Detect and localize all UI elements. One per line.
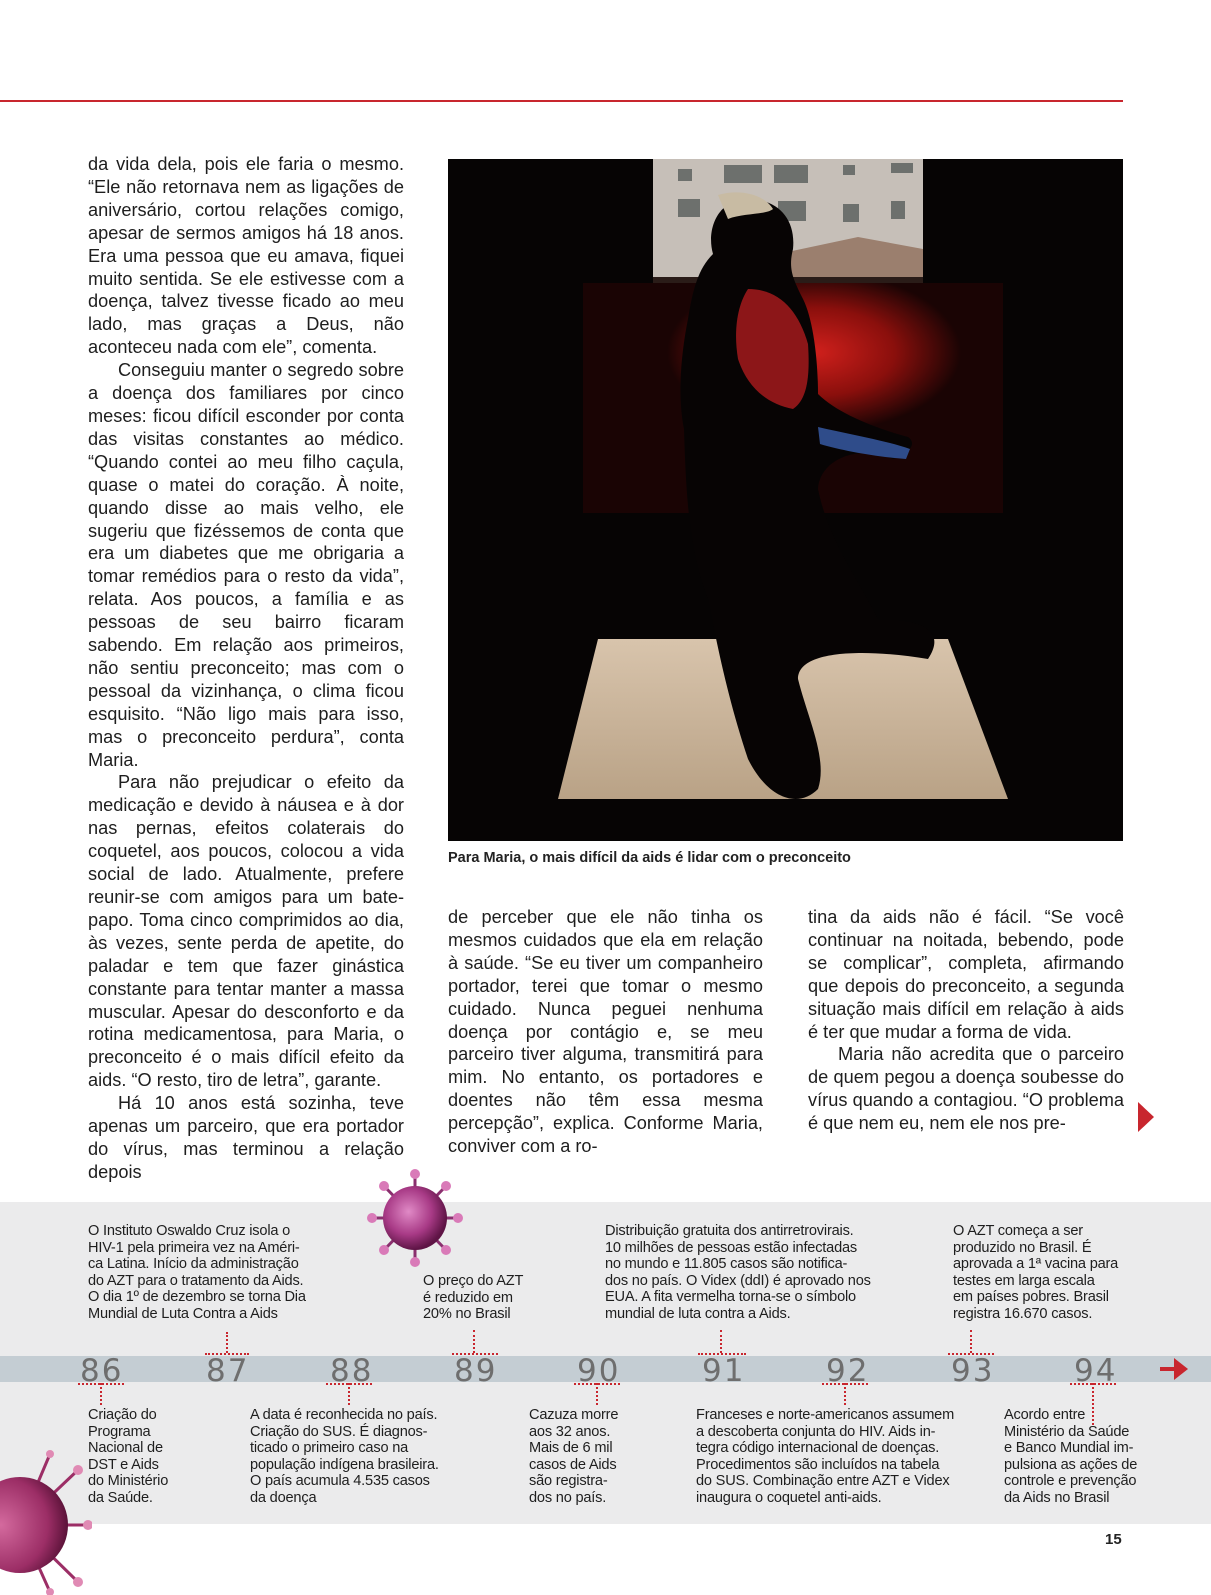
event-line: EUA. A fita vermelha torna-se o símbolo [605,1289,856,1306]
paragraph: de perceber que ele não tinha os mesmos cuidados que ela em relação à saúde. “Se eu tiver um companheiro portador, terei que tomar o mesmo cuidado. Nunca peguei nenhuma doença por contágio e, se meu parceiro tiver alguma, transmitirá para mim. No entanto, os portadores e doentes não têm essa mesma percepção”, explica. Conforme Maria, conviver com a ro- [448,907,763,1157]
timeline-event [88,1223,338,1323]
event-line: no mundo e 11.805 casos são notifica- [605,1256,848,1273]
event-line: do AZT para o tratamento da Aids. [88,1272,304,1289]
year-label: 86 [80,1353,124,1389]
event-line: são registra- [529,1473,608,1490]
event-line: é reduzido em [423,1289,513,1306]
event-line: Acordo entre [1004,1407,1086,1423]
event-line: registra 16.670 casos. [953,1305,1093,1322]
connector [698,1353,746,1355]
event-line: O dia 1º de dezembro se torna Dia [88,1289,306,1306]
event-line: Ministério da Saúde [1004,1423,1130,1440]
event-line: HIV-1 pela primeira vez na Améri- [88,1239,300,1256]
timeline-event [696,1407,976,1507]
event-line: Franceses e norte-americanos assumem [696,1407,955,1423]
event-line: O AZT começa a ser [953,1223,1083,1239]
year-label: 87 [206,1353,250,1389]
timeline-event [953,1223,1153,1323]
article-column-middle [448,906,763,1158]
event-line: controle e prevenção [1004,1473,1137,1490]
event-line: e Banco Mundial im- [1004,1440,1134,1457]
connector [100,1383,102,1405]
timeline-event [250,1407,480,1507]
event-line: inaugura o coquetel anti-aids. [696,1489,882,1506]
photo-illustration [448,159,1123,841]
event-line: da Aids no Brasil [1004,1489,1110,1506]
event-line: O Instituto Oswaldo Cruz isola o [88,1223,291,1239]
event-line: A data é reconhecida no país. [250,1407,438,1423]
year-label: 91 [702,1353,746,1389]
event-line: aos 32 anos. [529,1423,611,1440]
event-line: aprovada a 1ª vacina para [953,1256,1119,1273]
event-line: O país acumula 4.535 casos [250,1473,430,1490]
paragraph: Conseguiu manter o segredo sobre a doença dos familiares por cinco meses: ficou difícil esconder por conta das visitas constantes ao médico. “Quando contei ao meu filho caçula, quase o matei do coração. À noite, quando disse ao mais velho, ele sugeriu que fizéssemos de conta que era um diabetes que me obrigaria a tomar remédios para o resto da vida”, relata. Aos poucos, a família e as pessoas de seu bairro ficaram sabendo. Em relação aos primeiros, não sentiu preconceito; mas com o pessoal da vizinhança, o clima ficou esquisito. “Não ligo mais para isso, mas o preconceito perdura”, conta Maria. [88,360,404,770]
triangle-right-icon [1138,1102,1154,1132]
event-line: tegra código internacional de doenças. [696,1440,940,1457]
event-line: testes em larga escala [953,1272,1095,1289]
connector [948,1353,994,1355]
event-line: Mundial de Luta Contra a Aids [88,1305,278,1322]
event-line: dos no país. O Videx (ddI) é aprovado nos [605,1272,871,1289]
event-line: DST e Aids [88,1456,159,1473]
virus-icon [360,1168,470,1268]
year-label: 94 [1074,1353,1118,1389]
event-line: Procedimentos são incluídos na tabela [696,1456,940,1473]
event-line: em países pobres. Brasil [953,1289,1109,1306]
event-line: 10 milhões de pessoas estão infectadas [605,1239,858,1256]
article-photo [448,159,1123,841]
year-label: 89 [454,1353,498,1389]
event-line: 20% no Brasil [423,1306,511,1323]
year-label: 93 [951,1353,995,1389]
timeline-event [605,1223,895,1323]
photo-caption: Para Maria, o mais difícil da aids é lidar com o preconceito [448,850,851,866]
paragraph: Há 10 anos está sozinha, teve apenas um parceiro, que era portador do vírus, mas terminou a relação depois [88,1093,404,1182]
event-line: da Saúde. [88,1489,153,1506]
connector [720,1330,722,1353]
header-rule [0,100,1123,102]
connector [473,1330,475,1353]
connector [970,1330,972,1353]
event-line: Criação do [88,1407,157,1423]
paragraph: tina da aids não é fácil. “Se você continuar na noitada, bebendo, pode se complicar”, completa, afirmando que depois do preconceito, a segunda situação mais difícil em relação à aids é ter que mudar a forma de vida. [808,907,1124,1042]
event-line: Distribuição gratuita dos antirretrovirais. [605,1223,854,1239]
event-line: ca Latina. Início da administração [88,1256,299,1273]
connector [844,1383,846,1405]
event-line: casos de Aids [529,1456,617,1473]
event-line: população indígena brasileira. [250,1456,439,1473]
event-line: pulsiona as ações de [1004,1456,1138,1473]
page-number: 15 [1105,1531,1122,1548]
connector [452,1353,498,1355]
event-line: do Ministério [88,1473,169,1490]
event-line: do SUS. Combinação entre AZT e Videx [696,1473,950,1490]
event-line: mundial de luta contra a Aids. [605,1305,791,1322]
year-label: 90 [577,1353,621,1389]
event-line: a descoberta conjunta do HIV. Aids in- [696,1423,936,1440]
event-line: O preço do AZT [423,1273,524,1289]
event-line: da doença [250,1489,317,1506]
event-line: produzido no Brasil. É [953,1239,1092,1256]
event-line: dos no país. [529,1489,607,1506]
event-line: Criação do SUS. É diagnos- [250,1423,428,1440]
article-column-right [808,906,1124,1135]
connector [348,1383,350,1405]
timeline-event [88,1407,218,1507]
event-line: Nacional de [88,1440,163,1457]
event-line: ticado o primeiro caso na [250,1440,409,1457]
year-label: 92 [826,1353,870,1389]
paragraph: Para não prejudicar o efeito da medicação e devido à náusea e à dor nas pernas, efeitos colaterais do coquetel, aos poucos, colocou a vida social de lado. Atualmente, prefere reunir-se com amigos para um bate-papo. Toma cinco comprimidos ao dia, às vezes, sente perda de apetite, do paladar e tem que fazer ginástica constante para tentar manter a massa muscular. Apesar do desconforto e da rotina medicamentosa, para Maria, o preconceito é o mais difícil efeito da aids. “O resto, tiro de letra”, garante. [88,772,404,1091]
connector [596,1383,598,1405]
virus-icon [0,1450,92,1595]
event-line: Cazuza morre [529,1407,619,1423]
connector [226,1332,228,1353]
event-line: Mais de 6 mil [529,1440,613,1457]
article-column-left [88,153,404,1184]
paragraph: da vida dela, pois ele faria o mesmo. “Ele não retornava nem as ligações de aniversário, cortou relações comigo, apesar de sermos amigos há 18 anos. Era uma pessoa que eu amava, fiquei muito sentida. Se ele estivesse com a doença, talvez tivesse ficado ao meu lado, mas graças a Deus, não aconteceu nada com ele”, comenta. [88,154,404,358]
connector [205,1353,249,1355]
timeline-event [529,1407,649,1507]
paragraph: Maria não acredita que o parceiro de quem pegou a doença soubesse do vírus quando a contagiou. “O problema é que nem eu, nem ele nos pre- [808,1044,1124,1134]
arrow-right-icon [1160,1358,1188,1380]
event-line: Programa [88,1423,151,1440]
timeline-event [1004,1407,1164,1507]
year-label: 88 [330,1353,374,1389]
timeline-event [423,1273,553,1323]
